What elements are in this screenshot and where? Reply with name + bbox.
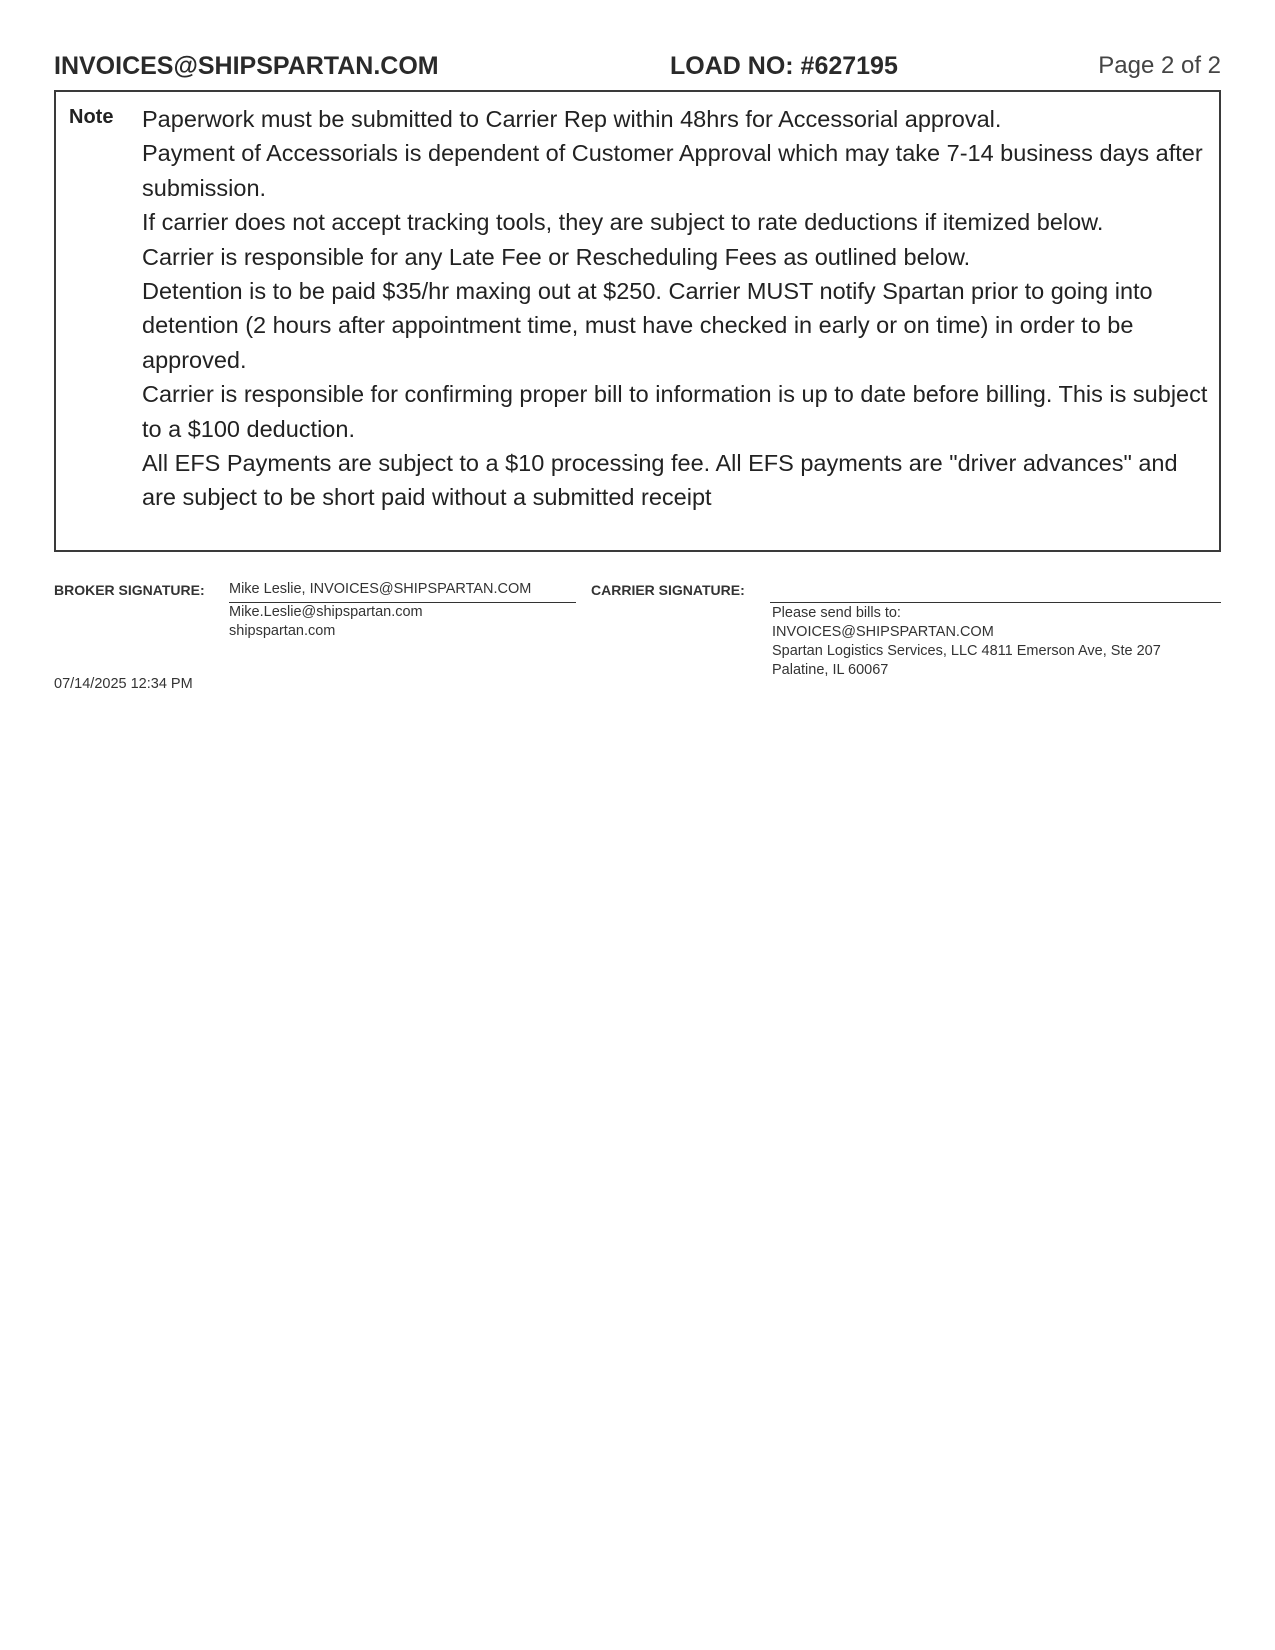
billing-address [772, 604, 1161, 680]
carrier-signature-line[interactable] [770, 580, 1221, 603]
note-box [54, 90, 1221, 552]
broker-signature-name: Mike Leslie, INVOICES@SHIPSPARTAN.COM [229, 581, 576, 603]
header-page-number: Page 2 of 2 [1098, 52, 1221, 79]
note-text [142, 102, 1212, 515]
document-timestamp: 07/14/2025 12:34 PM [54, 676, 193, 692]
page-header [54, 52, 1221, 86]
broker-email: Mike.Leslie@shipspartan.com [229, 604, 423, 620]
broker-website: shipspartan.com [229, 623, 336, 639]
note-paragraph: Carrier is responsible for any Late Fee or Rescheduling Fees as outlined below. [142, 243, 971, 270]
billing-line: INVOICES@SHIPSPARTAN.COM [772, 624, 994, 640]
billing-line: Spartan Logistics Services, LLC 4811 Emerson Ave, Ste 207 [772, 643, 1161, 659]
broker-signature-label: BROKER SIGNATURE: [54, 582, 205, 598]
signature-section [54, 580, 1221, 700]
header-load-number: LOAD NO: #627195 [670, 52, 898, 80]
header-invoice-email: INVOICES@SHIPSPARTAN.COM [54, 52, 439, 80]
billing-line: Palatine, IL 60067 [772, 662, 889, 678]
billing-line: Please send bills to: [772, 605, 901, 621]
note-paragraph: Paperwork must be submitted to Carrier Rep within 48hrs for Accessorial approval. [142, 106, 1002, 132]
carrier-signature-label: CARRIER SIGNATURE: [591, 582, 745, 598]
note-paragraph: If carrier does not accept tracking tools, they are subject to rate deductions if itemized below. [142, 209, 1104, 236]
note-paragraph: Detention is to be paid $35/hr maxing out at $250. Carrier MUST notify Spartan prior to going into detention (2 hours after appointment time, must have checked in early or on time) in order to be approved. [142, 278, 1153, 373]
note-label: Note [69, 106, 114, 128]
note-paragraph: All EFS Payments are subject to a $10 processing fee. All EFS payments are "driver advances" and are subject to be short paid without a submitted receipt [142, 450, 1178, 511]
note-paragraph: Payment of Accessorials is dependent of Customer Approval which may take 7-14 business days after submission. [142, 140, 1203, 201]
note-paragraph: Carrier is responsible for confirming proper bill to information is up to date before billing. This is subject to a $100 deduction. [142, 381, 1208, 442]
